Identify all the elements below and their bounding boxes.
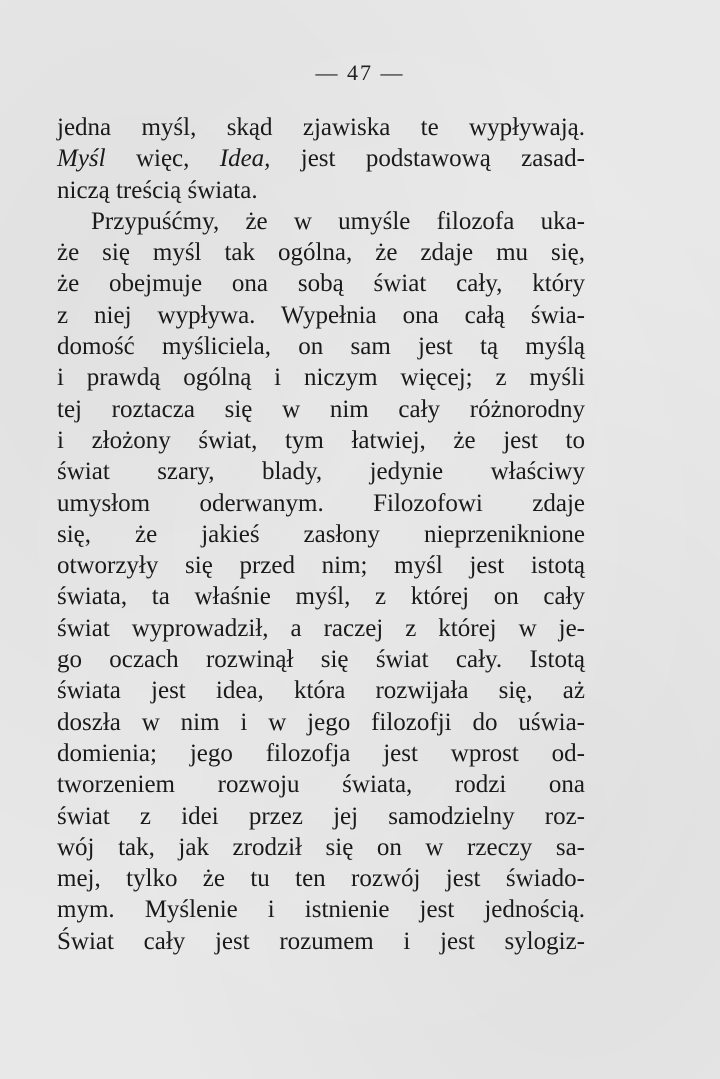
text-line: świat szary, blady, jedynie właściwy: [57, 458, 585, 486]
text-line: mym. Myślenie i istnienie jest jednością.: [57, 896, 585, 924]
text-line: świata, ta właśnie myśl, z której on cały: [57, 583, 585, 611]
text-line: domość myśliciela, on sam jest tą myślą: [57, 333, 585, 361]
text-line: z niej wypływa. Wypełnia ona całą świa-: [57, 301, 585, 329]
text-line: jedna myśl, skąd zjawiska te wypływają.: [57, 114, 585, 141]
text-line: świat z idei przez jej samodzielny roz-: [57, 802, 585, 830]
text-line: świata jest idea, która rozwijała się, aż: [57, 677, 585, 705]
text-line: Świat cały jest rozumem i jest sylogiz-: [57, 927, 585, 955]
text-line: się, że jakieś zasłony nieprzeniknione: [57, 520, 585, 548]
text-line: [57, 143, 585, 174]
text-fragment: więc,: [105, 145, 220, 173]
italic-word: Idea,: [219, 145, 271, 173]
text-line: świat wyprowadził, a raczej z której w je-: [57, 614, 585, 642]
text-line: niczą treścią świata.: [57, 176, 258, 204]
text-line: tworzeniem rozwoju świata, rodzi ona: [57, 771, 585, 799]
text-fragment: jest podstawową zasad-: [270, 145, 585, 173]
text-line: wój tak, jak zrodził się on w rzeczy sa-: [57, 833, 585, 861]
text-line: doszła w nim i w jego filozofji do uświa-: [57, 708, 585, 736]
text-line: Przypuśćmy, że w umyśle filozofa uka-: [91, 207, 585, 235]
text-line: i prawdą ogólną i niczym więcej; z myśli: [57, 364, 585, 392]
text-line: domienia; jego filozofja jest wprost od-: [57, 739, 585, 767]
text-line: go oczach rozwinął się świat cały. Istotą: [57, 646, 585, 674]
text-line: i złożony świat, tym łatwiej, że jest to: [57, 426, 585, 454]
body-text: [57, 112, 585, 957]
text-line: mej, tylko że tu ten rozwój jest świado-: [57, 865, 585, 893]
italic-word: Myśl: [57, 145, 106, 173]
text-line: że obejmuje ona sobą świat cały, który: [57, 270, 585, 298]
text-line: że się myśl tak ogólna, że zdaje mu się,: [57, 239, 585, 267]
text-line: otworzyły się przed nim; myśl jest istotą: [57, 552, 585, 580]
page-number: — 47 —: [315, 60, 405, 85]
text-line: tej roztacza się w nim cały różnorodny: [57, 395, 585, 423]
text-line: umysłom oderwanym. Filozofowi zdaje: [57, 489, 585, 517]
